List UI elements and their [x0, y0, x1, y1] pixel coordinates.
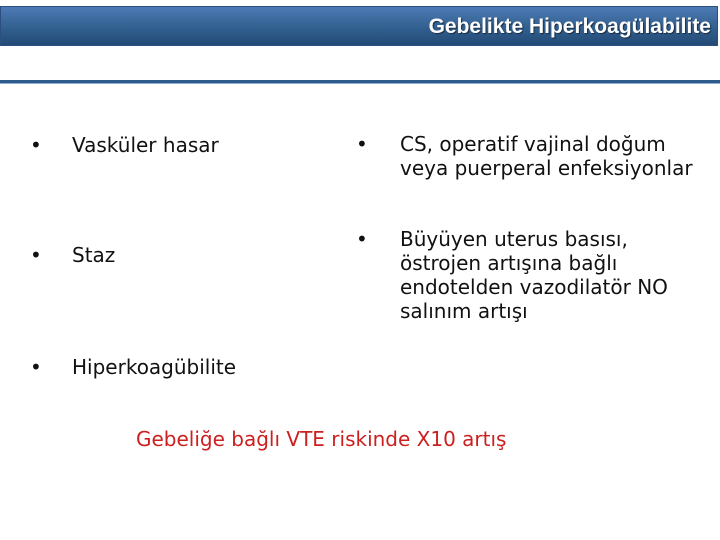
bullet-text: Büyüyen uterus basısı, östrojen artışına bağlı endotelden vazodilatör NO salınım artışı: [400, 227, 668, 323]
bullet-marker: •: [30, 243, 42, 267]
bullet-marker: •: [30, 133, 42, 157]
bullet-text: CS, operatif vajinal doğum veya puerperal enfeksiyonlar: [400, 132, 693, 180]
risk-footnote: Gebeliğe bağlı VTE riskinde X10 artış: [136, 427, 507, 451]
header-divider: [0, 80, 720, 83]
bullet-text: Hiperkoagübilite: [72, 355, 237, 379]
slide-title: Gebelikte Hiperkoagülabilite: [428, 15, 711, 38]
title-bar: [0, 6, 718, 46]
bullet-marker: •: [356, 132, 368, 156]
bullet-marker: •: [356, 227, 368, 251]
bullet-text: Vasküler hasar: [72, 133, 219, 157]
bullet-text: Staz: [72, 243, 116, 267]
bullet-marker: •: [30, 355, 42, 379]
